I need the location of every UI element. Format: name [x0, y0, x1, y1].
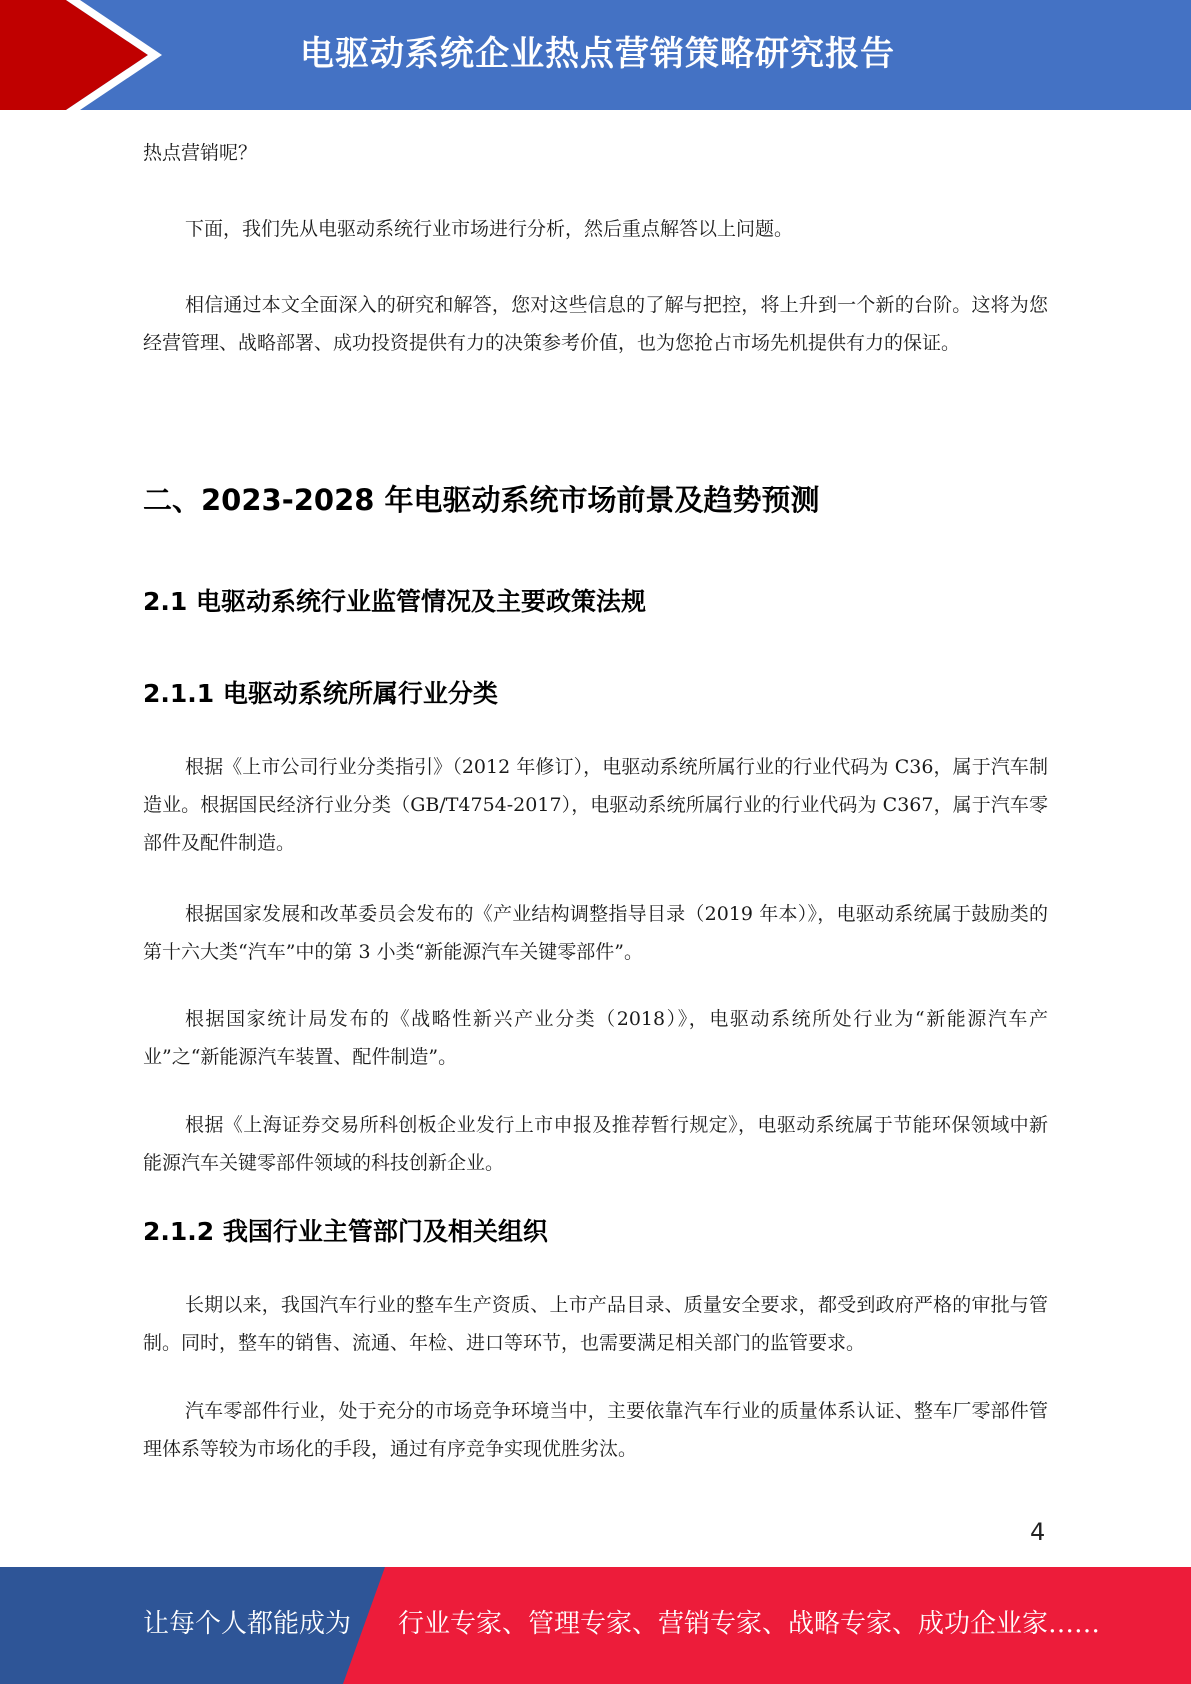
paragraph-star-market: 根据《上海证券交易所科创板企业发行上市申报及推荐暂行规定》，电驱动系统属于节能环保领域中新能源汽车关键零部件领域的科技创新企业。 [143, 1114, 1048, 1174]
paragraph-parts-industry: 汽车零部件行业，处于充分的市场竞争环境当中，主要依靠汽车行业的质量体系认证、整车厂零部件管理体系等较为市场化的手段，通过有序竞争实现优胜劣汰。 [143, 1400, 1048, 1460]
paragraph-hot-marketing: 热点营销呢？ [143, 142, 258, 164]
paragraph-industry-code: 根据《上市公司行业分类指引》（2012 年修订），电驱动系统所属行业的行业代码为 C36，属于汽车制造业。根据国民经济行业分类（GB/T4754-2017），电驱动系统所属行业的行业代码为 C367，属于汽车零部件及配件制造。 [143, 756, 1048, 854]
footer-slogan: 让每个人都能成为 [143, 1609, 352, 1639]
section-heading-2: 二、2023-2028 年电驱动系统市场前景及趋势预测 [143, 483, 820, 517]
header-banner [0, 0, 1191, 110]
page-number: 4 [1030, 1518, 1046, 1546]
paragraph-regulation: 长期以来，我国汽车行业的整车生产资质、上市产品目录、质量安全要求，都受到政府严格的审批与管制。同时，整车的销售、流通、年检、进口等环节，也需要满足相关部门的监管要求。 [143, 1294, 1048, 1354]
subsection-heading-2-1-1: 2.1.1 电驱动系统所属行业分类 [143, 679, 498, 708]
subsection-heading-2-1-2: 2.1.2 我国行业主管部门及相关组织 [143, 1217, 548, 1246]
report-title: 电驱动系统企业热点营销策略研究报告 [300, 34, 895, 74]
footer-roles: 行业专家、管理专家、营销专家、战略专家、成功企业家…… [398, 1609, 1101, 1639]
paragraph-intro: 下面，我们先从电驱动系统行业市场进行分析，然后重点解答以上问题。 [185, 218, 794, 240]
footer-banner [0, 1567, 1191, 1684]
paragraph-policy-catalog: 根据国家发展和改革委员会发布的《产业结构调整指导目录（2019 年本）》，电驱动系统属于鼓励类的第十六大类“汽车”中的第 3 小类“新能源汽车关键零部件”。 [143, 903, 1048, 963]
paragraph-value: 相信通过本文全面深入的研究和解答，您对这些信息的了解与把控，将上升到一个新的台阶。这将为您经营管理、战略部署、成功投资提供有力的决策参考价值，也为您抢占市场先机提供有力的保证。 [143, 294, 1048, 354]
paragraph-strategic-industry: 根据国家统计局发布的《战略性新兴产业分类（2018）》，电驱动系统所处行业为“新能源汽车产业”之“新能源汽车装置、配件制造”。 [143, 1008, 1048, 1068]
subsection-heading-2-1: 2.1 电驱动系统行业监管情况及主要政策法规 [143, 587, 646, 616]
